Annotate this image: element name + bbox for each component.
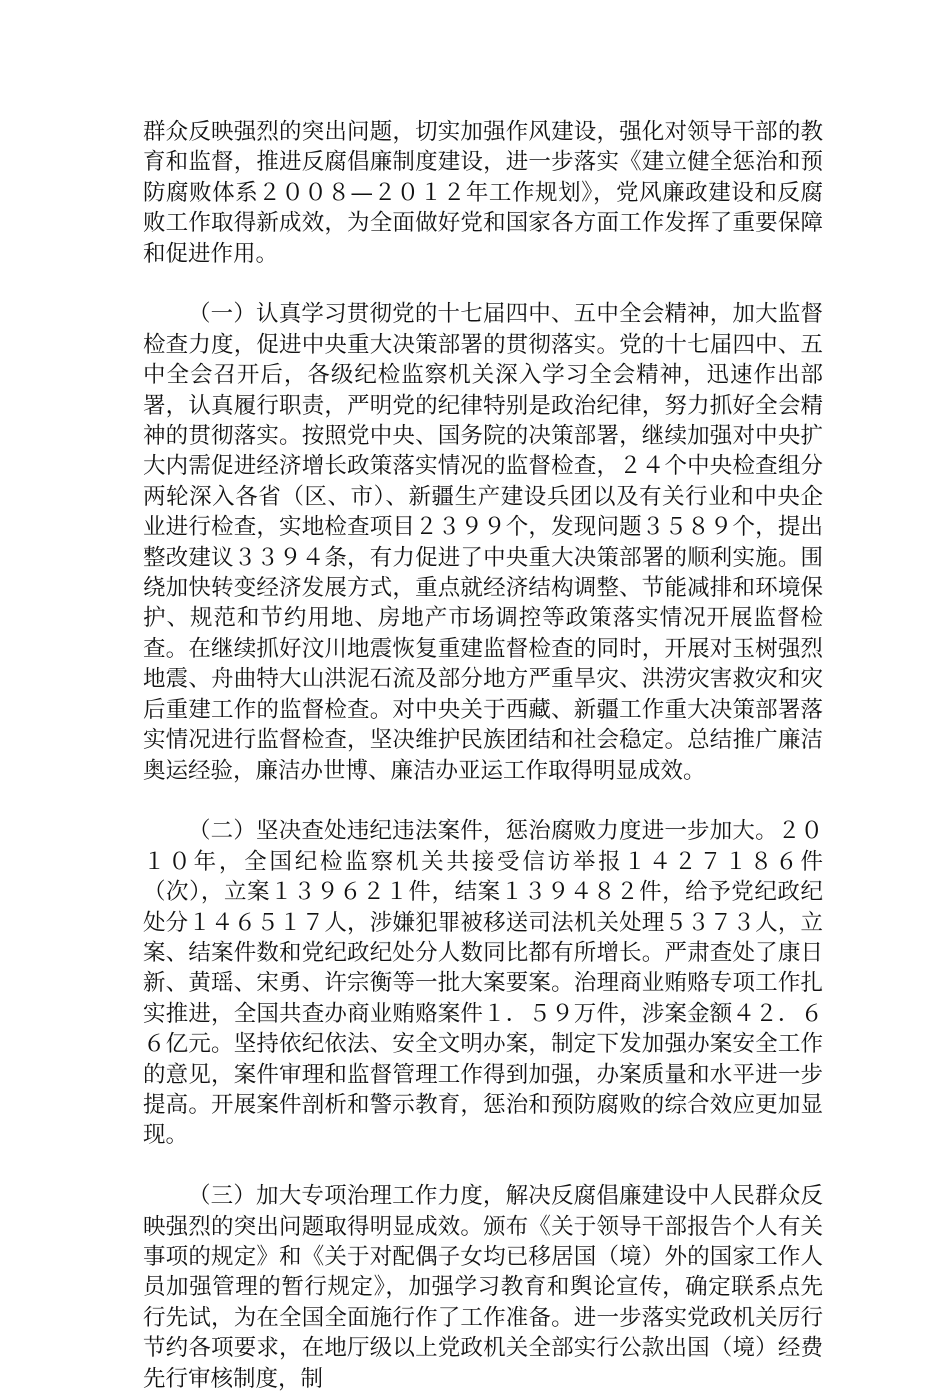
document-page <box>143 117 823 1394</box>
paragraph-section-1: （一）认真学习贯彻党的十七届四中、五中全会精神，加大监督检查力度，促进中央重大决策部署的贯彻落实。党的十七届四中、五中全会召开后，各级纪检监察机关深入学习全会精神，迅速作出部署，认真履行职责，严明党的纪律特别是政治纪律，努力抓好全会精神的贯彻落实。按照党中央、国务院的决策部署，继续加强对中央扩大内需促进经济增长政策落实情况的监督检查，２４个中央检查组分两轮深入各省（区、市）、新疆生产建设兵团以及有关行业和中央企业进行检查，实地检查项目２３９９个，发现问题３５８９个，提出整改建议３３９４条，有力促进了中央重大决策部署的顺利实施。围绕加快转变经济发展方式，重点就经济结构调整、节能减排和环境保护、规范和节约用地、房地产市场调控等政策落实情况开展监督检查。在继续抓好汶川地震恢复重建监督检查的同时，开展对玉树强烈地震、舟曲特大山洪泥石流及部分地方严重旱灾、洪涝灾害救灾和灾后重建工作的监督检查。对中央关于西藏、新疆工作重大决策部署落实情况进行监督检查，坚决维护民族团结和社会稳定。总结推广廉洁奥运经验，廉洁办世博、廉洁办亚运工作取得明显成效。 <box>143 301 823 784</box>
paragraph-section-2: （二）坚决查处违纪违法案件，惩治腐败力度进一步加大。２０１０年，全国纪检监察机关共接受信访举报１４２７１８６件（次），立案１３９６２１件，结案１３９４８２件，给予党纪政纪处分１４６５１７人，涉嫌犯罪被移送司法机关处理５３７３人，立案、结案件数和党纪政纪处分人数同比都有所增长。严肃查处了康日新、黄瑶、宋勇、许宗衡等一批大案要案。治理商业贿赂专项工作扎实推进，全国共查办商业贿赂案件１．５９万件，涉案金额４２．６６亿元。坚持依纪依法、安全文明办案，制定下发加强办案安全工作的意见，案件审理和监督管理工作得到加强，办案质量和水平进一步提高。开展案件剖析和警示教育，惩治和预防腐败的综合效应更加显现。 <box>143 818 823 1149</box>
paragraph-intro: 群众反映强烈的突出问题，切实加强作风建设，强化对领导干部的教育和监督，推进反腐倡廉制度建设，进一步落实《建立健全惩治和预防腐败体系２００８—２０１２年工作规划》，党风廉政建设和反腐败工作取得新成效，为全面做好党和国家各方面工作发挥了重要保障和促进作用。 <box>143 119 823 267</box>
paragraph-section-3: （三）加大专项治理工作力度，解决反腐倡廉建设中人民群众反映强烈的突出问题取得明显成效。颁布《关于领导干部报告个人有关事项的规定》和《关于对配偶子女均已移居国（境）外的国家工作人员加强管理的暂行规定》，加强学习教育和舆论宣传，确定联系点先行先试，为在全国全面施行作了工作准备。进一步落实党政机关厉行节约各项要求，在地厅级以上党政机关全部实行公款出国（境）经费先行审核制度，制 <box>143 1183 823 1392</box>
